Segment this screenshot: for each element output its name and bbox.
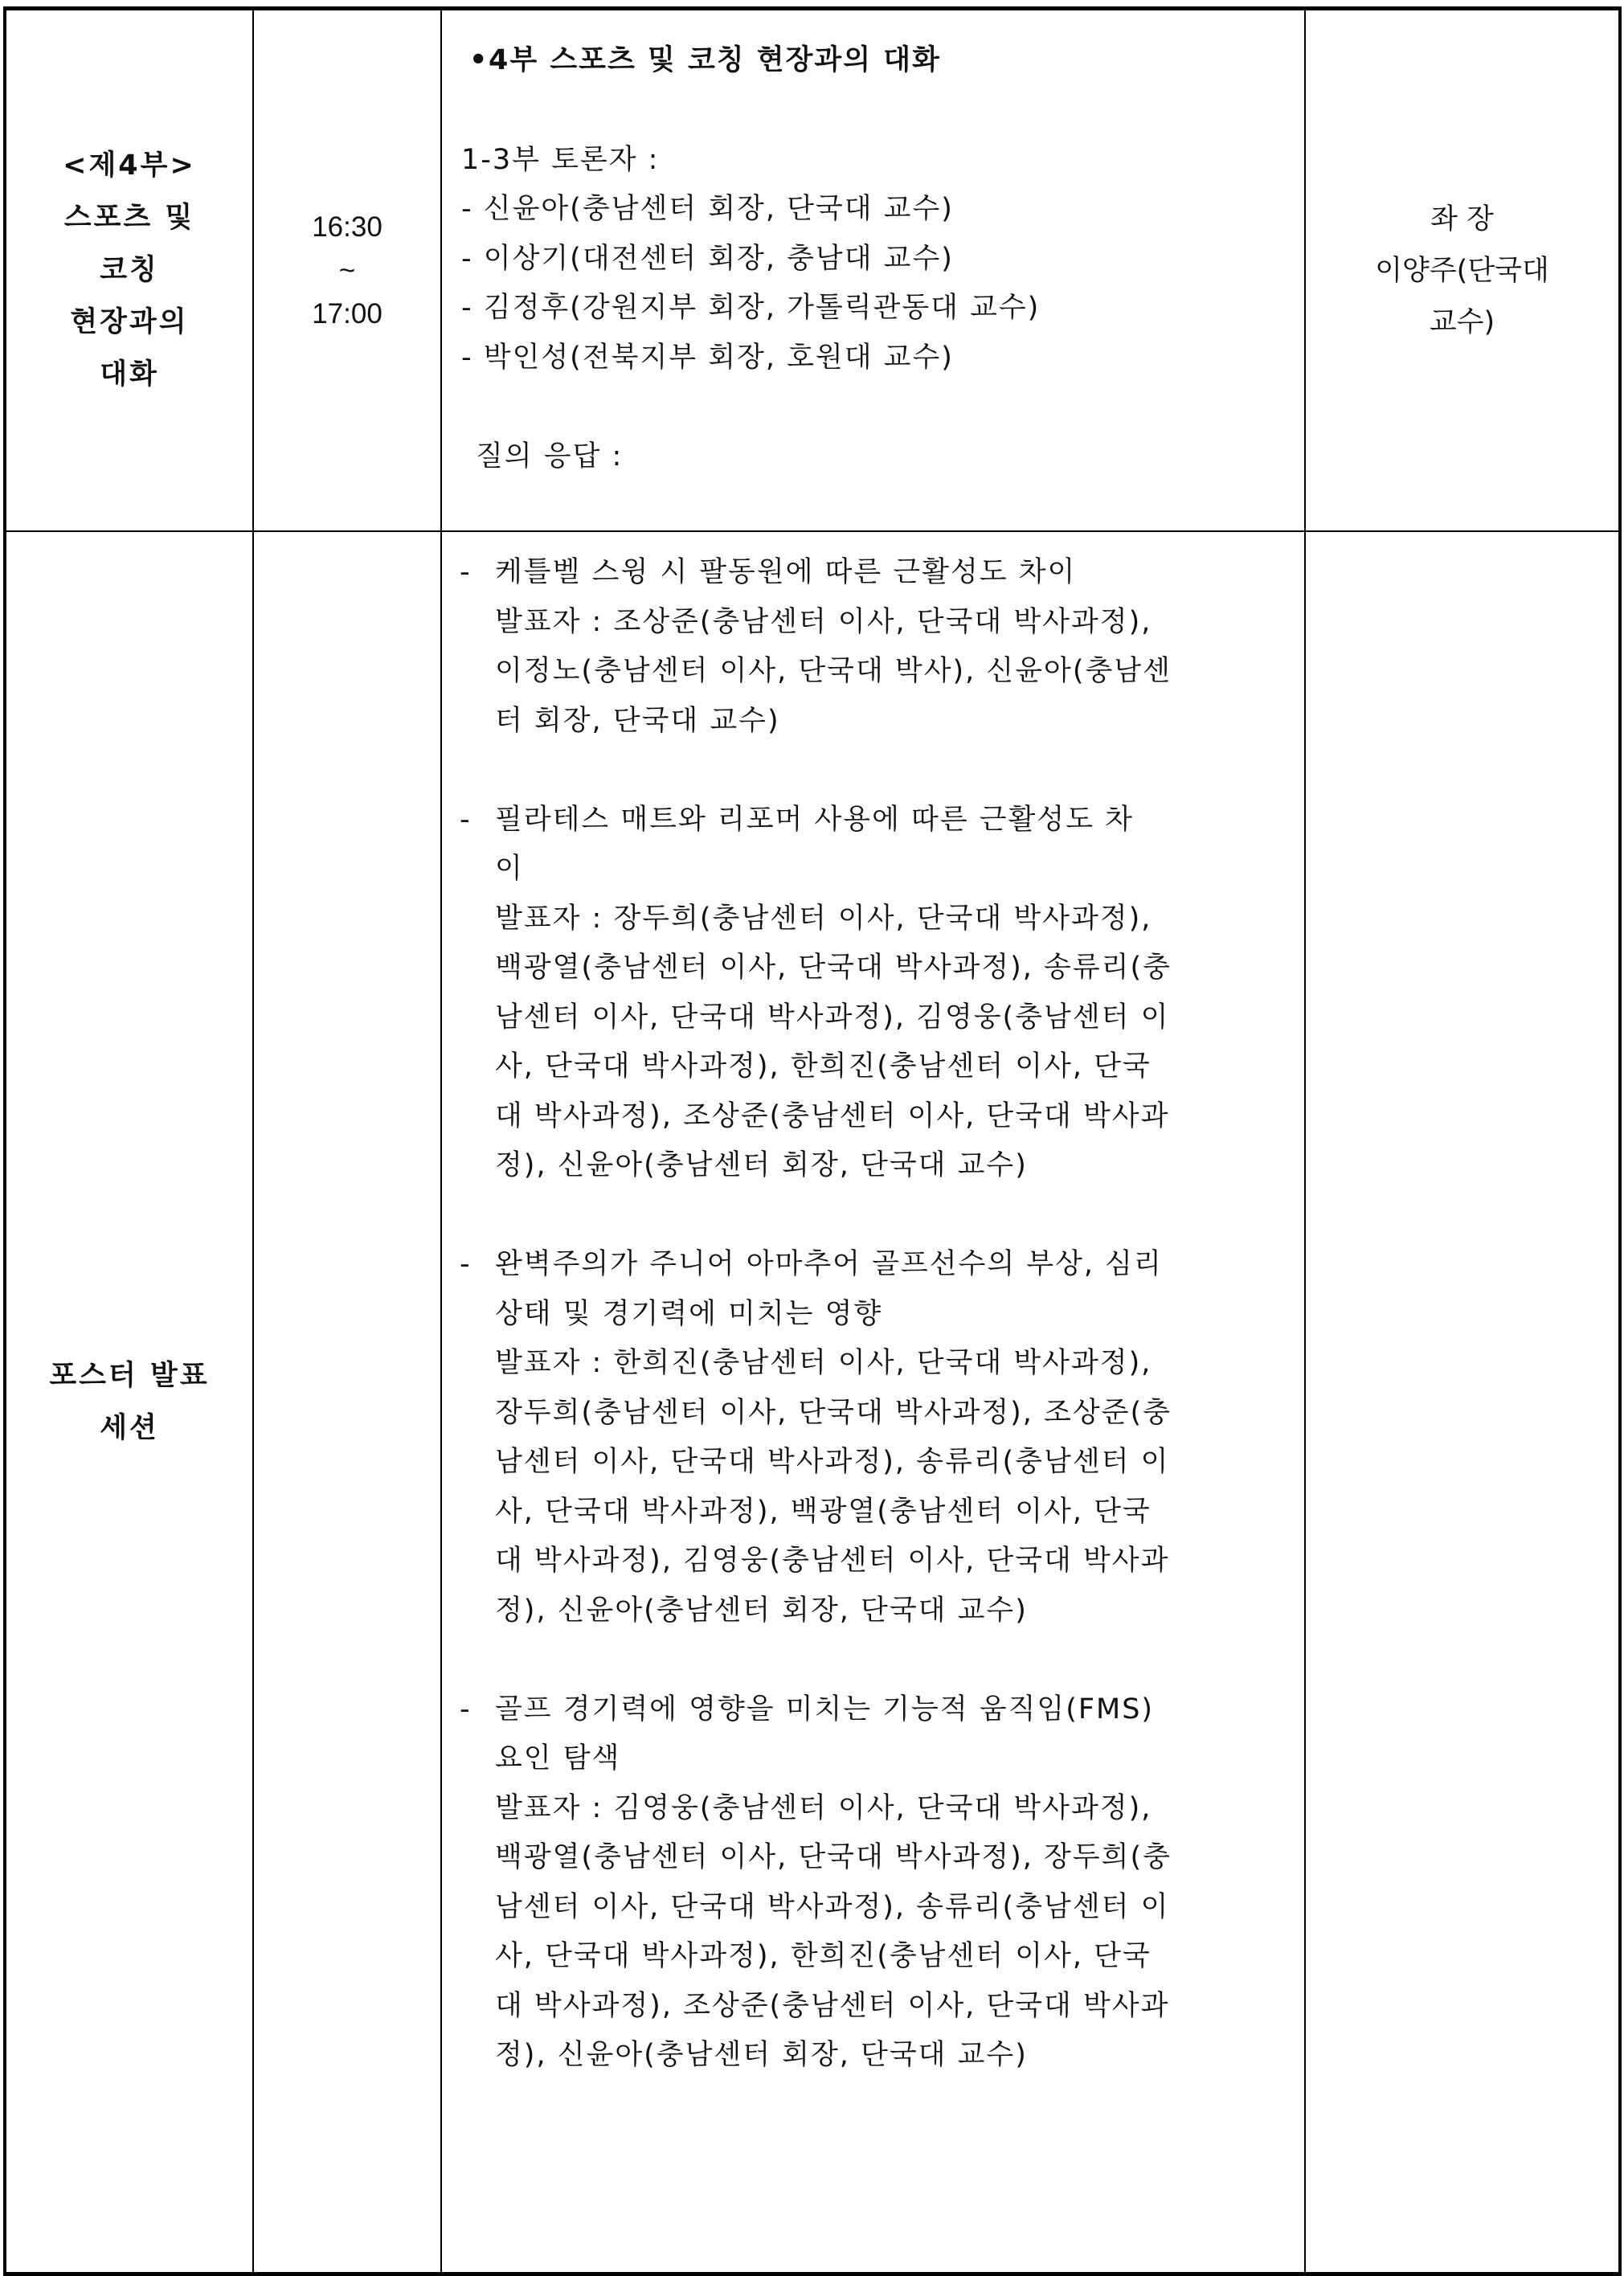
presenter-line: 남센터 이사, 단국대 박사과정), 김영웅(충남센터 이 (495, 1001, 1170, 1034)
poster-title (460, 1240, 1288, 1290)
poster-title-continued (460, 1290, 1288, 1340)
poster-title-line: 완벽주의가 주니어 아마추어 골프선수의 부상, 심리 (495, 1248, 1163, 1280)
chair-line: 좌 장 (1430, 203, 1494, 235)
poster-presenters (460, 598, 1288, 747)
presenter-line: 사, 단국대 박사과정), 한희진(충남센터 이사, 단국 (495, 1050, 1152, 1083)
poster-title-continued (460, 1734, 1288, 1784)
poster-session-time (253, 531, 441, 2274)
poster-entry (460, 1240, 1288, 1635)
presenter-line: 사, 단국대 박사과정), 한희진(충남센터 이사, 단국 (495, 1940, 1152, 1972)
session-4-content (441, 9, 1305, 532)
poster-title-line: 이 (495, 853, 524, 885)
panelist: - 신윤아(충남센터 회장, 단국대 교수) (461, 193, 954, 225)
session-4-chair (1305, 9, 1620, 532)
presenter-line: 이정노(충남센터 이사, 단국대 박사), 신윤아(충남센 (495, 655, 1172, 687)
session-4-name (5, 9, 253, 532)
poster-title-continued (460, 845, 1288, 894)
poster-entry (460, 796, 1288, 1191)
session-name-line: 세션 (100, 1411, 159, 1444)
session-name-line: 현장과의 (70, 306, 189, 338)
poster-title-line: 골프 경기력에 영향을 미치는 기능적 움직임(FMS) (495, 1693, 1155, 1725)
qa-label: 질의 응답 : (476, 440, 624, 473)
presenter-line: 발표자 : 한희진(충남센터 이사, 단국대 박사과정), (495, 1347, 1152, 1379)
presenter-line: 사, 단국대 박사과정), 백광열(충남센터 이사, 단국 (495, 1495, 1152, 1528)
session-heading (469, 36, 1304, 86)
poster-title-line: 요인 탐색 (495, 1742, 621, 1775)
panel-label: 1-3부 토론자 : (461, 143, 660, 176)
poster-title (460, 796, 1288, 845)
poster-title-line: 상태 및 경기력에 미치는 영향 (495, 1297, 883, 1330)
dash-icon: - (460, 556, 472, 588)
program-table (3, 6, 1622, 2276)
time-separator: ~ (338, 254, 356, 286)
session-name-line: 대화 (100, 358, 159, 391)
session-name-line: 코칭 (100, 254, 159, 286)
poster-entry (460, 1685, 1288, 2081)
session-4-time (253, 9, 441, 532)
poster-title (460, 548, 1288, 598)
poster-session-row (5, 531, 1620, 2274)
presenter-line: 발표자 : 장두희(충남센터 이사, 단국대 박사과정), (495, 902, 1152, 935)
presenter-line: 발표자 : 조상준(충남센터 이사, 단국대 박사과정), (495, 605, 1152, 638)
presenter-line: 남센터 이사, 단국대 박사과정), 송류리(충남센터 이 (495, 1446, 1170, 1478)
poster-presenters (460, 1784, 1288, 2081)
poster-session-chair (1305, 531, 1620, 2274)
poster-title-line: 케틀벨 스윙 시 팔동원에 따른 근활성도 차이 (495, 556, 1077, 588)
panelist: - 이상기(대전센터 회장, 충남대 교수) (461, 242, 954, 275)
presenter-line: 남센터 이사, 단국대 박사과정), 송류리(충남센터 이 (495, 1890, 1170, 1923)
session-name-line: 포스터 발표 (49, 1359, 210, 1392)
session-4-row (5, 9, 1620, 532)
presenter-line: 백광열(충남센터 이사, 단국대 박사과정), 송류리(충 (495, 952, 1172, 984)
presenter-line: 정), 신윤아(충남센터 회장, 단국대 교수) (495, 1149, 1028, 1181)
presenter-line: 백광열(충남센터 이사, 단국대 박사과정), 장두희(충 (495, 1841, 1172, 1873)
chair-line: 이양주(단국대 (1375, 254, 1549, 287)
time-end: 17:00 (312, 297, 382, 330)
time-start: 16:30 (312, 211, 382, 243)
poster-presenters (460, 894, 1288, 1191)
poster-session-content (441, 531, 1305, 2274)
presenter-line: 정), 신윤아(충남센터 회장, 단국대 교수) (495, 2039, 1028, 2071)
dash-icon: - (460, 803, 472, 836)
bullet-icon: • (469, 44, 489, 76)
panelist: - 박인성(전북지부 회장, 호원대 교수) (461, 341, 954, 374)
presenter-line: 장두희(충남센터 이사, 단국대 박사과정), 조상준(충 (495, 1396, 1172, 1429)
dash-icon: - (460, 1693, 472, 1725)
presenter-line: 터 회장, 단국대 교수) (495, 704, 780, 737)
poster-presenters (460, 1339, 1288, 1635)
presenter-line: 정), 신윤아(충남센터 회장, 단국대 교수) (495, 1594, 1028, 1627)
spacer (461, 383, 1304, 432)
presenter-line: 대 박사과정), 조상준(충남센터 이사, 단국대 박사과 (495, 1099, 1170, 1132)
spacer (461, 86, 1304, 136)
chair-line: 교수) (1429, 305, 1495, 338)
session-name-line: <제4부> (63, 149, 196, 182)
session-heading-text: 4부 스포츠 및 코칭 현장과의 대화 (489, 44, 941, 76)
session-name-line: 스포츠 및 (63, 202, 195, 234)
presenter-line: 대 박사과정), 조상준(충남센터 이사, 단국대 박사과 (495, 1989, 1170, 2022)
dash-icon: - (460, 1248, 472, 1280)
poster-entry (460, 548, 1288, 746)
presenter-line: 발표자 : 김영웅(충남센터 이사, 단국대 박사과정), (495, 1791, 1152, 1824)
poster-session-name (5, 531, 253, 2274)
poster-title-line: 필라테스 매트와 리포머 사용에 따른 근활성도 차 (495, 803, 1134, 836)
presenter-line: 대 박사과정), 김영웅(충남센터 이사, 단국대 박사과 (495, 1545, 1170, 1577)
poster-title (460, 1685, 1288, 1735)
panelist: - 김정후(강원지부 회장, 가톨릭관동대 교수) (461, 292, 1041, 324)
